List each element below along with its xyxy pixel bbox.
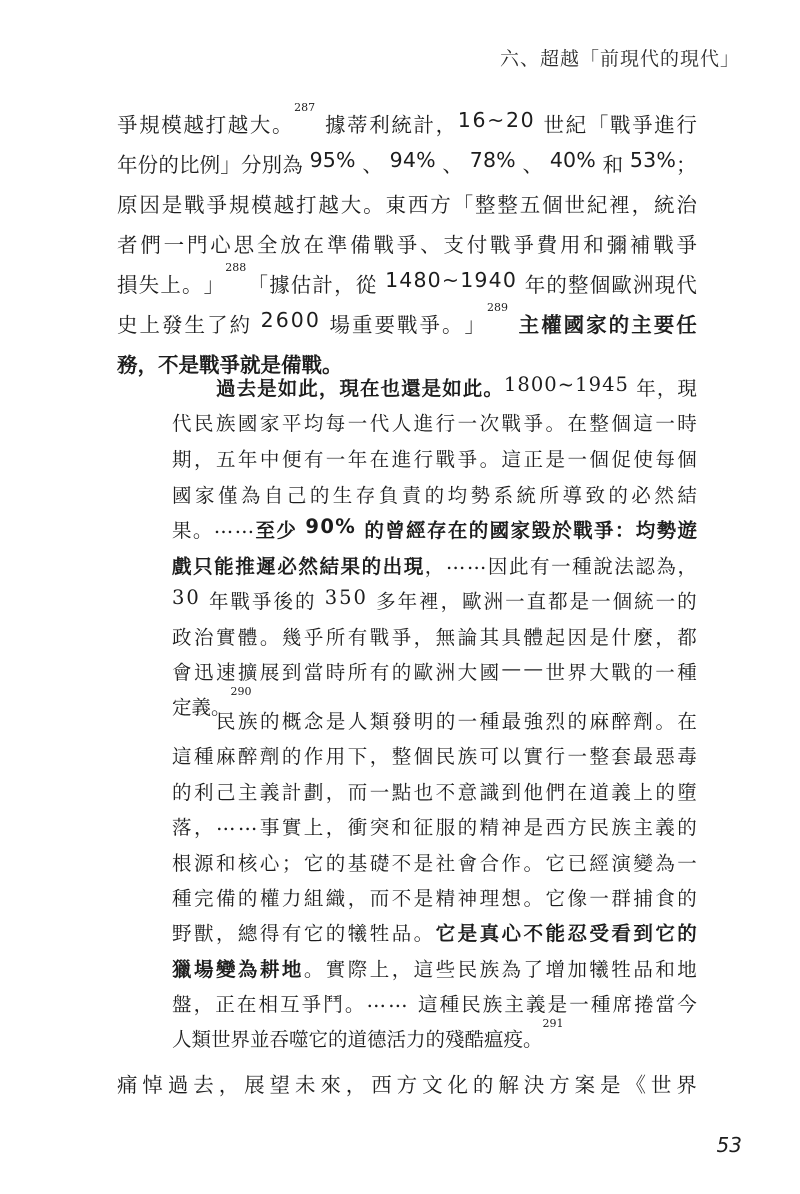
quote-2-line <box>172 1017 697 1052</box>
quote-1-line: 代 民 族 國 家 平 均 每 一 代 人 進 行 一 次 戰 爭 。 在 整 個 這 一 時 <box>172 412 697 435</box>
body-text-line: 者 們 一 門 心 思 全 放 在 準 備 戰 爭 、 支 付 戰 爭 費 用 和 彌 補 戰 爭 <box>117 233 697 257</box>
quote-1-line: 戲 只 能 推 遲 必 然 結 果 的 出 現 ， … … 因 此 有 一 種 說 法 認 為 ， <box>172 551 697 578</box>
text-run: 定義。 <box>172 696 231 719</box>
quote-2-line: 盤 ， 正 在 相 互 爭 鬥 。 … … 這 種 民 族 主 義 是 一 種 席 捲 當 今 <box>172 989 697 1016</box>
page-number: 53 <box>716 1133 742 1157</box>
body-text-2-line: 痛 悼 過 去 ， 展 望 未 來 ， 西 方 文 化 的 解 決 方 案 是 《 世 界 <box>117 1073 697 1097</box>
quote-2-line: 這 種 麻 醉 劑 的 作 用 下 ， 整 個 民 族 可 以 實 行 一 整 套 最 惡 毒 <box>172 745 697 768</box>
footnote-ref: 288 <box>225 261 247 274</box>
quote-2-line: 的 利 己 主 義 計 劃 ， 而 一 點 也 不 意 識 到 他 們 在 道 義 上 的 墮 <box>172 781 697 804</box>
quote-2-line: 獵 場 變 為 耕 地 。 實 際 上 ， 這 些 民 族 為 了 增 加 犧 牲 品 和 地 <box>172 958 697 981</box>
quote-1-line: 政 治 實 體 。 幾 乎 所 有 戰 爭 ， 無 論 其 具 體 起 因 是 什 麼 ， 都 <box>172 626 697 649</box>
quote-1-line: 國 家 僅 為 自 己 的 生 存 負 責 的 均 勢 系 統 所 導 致 的 必 然 結 <box>172 484 697 507</box>
body-text-line: 損 失 上 。 」 288 「 據 估 計 ， 從 1 4 8 0 ~ 1 9 4 0 年 的 整 個 歐 洲 現 代 <box>117 261 697 297</box>
body-text-line: 年 份 的 比 例 」 分 別 為 9 5 % 、 9 4 % 、 7 8 % 、 4 0 % 和 5 3 % ； <box>117 148 697 177</box>
quote-1-line: 果 。 … … 至 少 9 0 % 的 曾 經 存 在 的 國 家 毀 於 戰 爭 ： 均 勢 遊 <box>172 515 697 542</box>
body-text-line: 原 因 是 戰 爭 規 模 越 打 越 大 。 東 西 方 「 整 整 五 個 世 紀 裡 ， 統 治 <box>117 193 697 217</box>
quote-1-line: 期 ， 五 年 中 便 有 一 年 在 進 行 戰 爭 。 這 正 是 一 個 促 使 每 個 <box>172 448 697 471</box>
quote-2-line: 種 完 備 的 權 力 組 織 ， 而 不 是 精 神 理 想 。 它 像 一 群 捕 食 的 <box>172 887 697 910</box>
footnote-ref: 291 <box>542 1017 564 1030</box>
footnote-ref: 289 <box>487 301 509 314</box>
footnote-ref: 287 <box>294 101 316 114</box>
running-head: 六、超越「前現代的現代」 <box>499 48 740 70</box>
quote-2-line: 根 源 和 核 心 ； 它 的 基 礎 不 是 社 會 合 作 。 它 已 經 演 變 為 一 <box>172 852 697 875</box>
body-text-line: 史 上 發 生 了 約 2 6 0 0 場 重 要 戰 爭 。 」 289 主 權 國 家 的 主 要 任 <box>117 301 697 337</box>
quote-2-line: 野 獸 ， 總 得 有 它 的 犧 牲 品 。 它 是 真 心 不 能 忍 受 看 到 它 的 <box>172 922 697 945</box>
quote-1-line: 會 迅 速 擴 展 到 當 時 所 有 的 歐 洲 大 國 — — 世 界 大 戰 的 一 種 <box>172 657 697 684</box>
body-text-line: 爭 規 模 越 打 越 大 。 287 據 蒂 利 統 計 ， 1 6 ~ 2 0 世 紀 「 戰 爭 進 行 <box>117 101 697 137</box>
quote-2-line: 落 ， … … 事 實 上 ， 衝 突 和 征 服 的 精 神 是 西 方 民 族 主 義 的 <box>172 812 697 839</box>
quote-1-line: 過 去 是 如 此 ， 現 在 也 還 是 如 此 。 1 8 0 0 ~ 1 9 4 5 年 ， 現 <box>216 373 697 400</box>
quote-1-line: 3 0 年 戰 爭 後 的 3 5 0 多 年 裡 ， 歐 洲 一 直 都 是 一 個 統 一 的 <box>172 586 697 613</box>
footnote-ref: 290 <box>230 685 252 698</box>
text-run: 人類世界並吞噬它的道德活力的殘酷瘟疫。 <box>172 1028 543 1051</box>
quote-2-line: 民 族 的 概 念 是 人 類 發 明 的 一 種 最 強 烈 的 麻 醉 劑 。 在 <box>216 710 697 733</box>
emphasis-text: 務，不是戰爭就是備戰。 <box>117 353 343 377</box>
